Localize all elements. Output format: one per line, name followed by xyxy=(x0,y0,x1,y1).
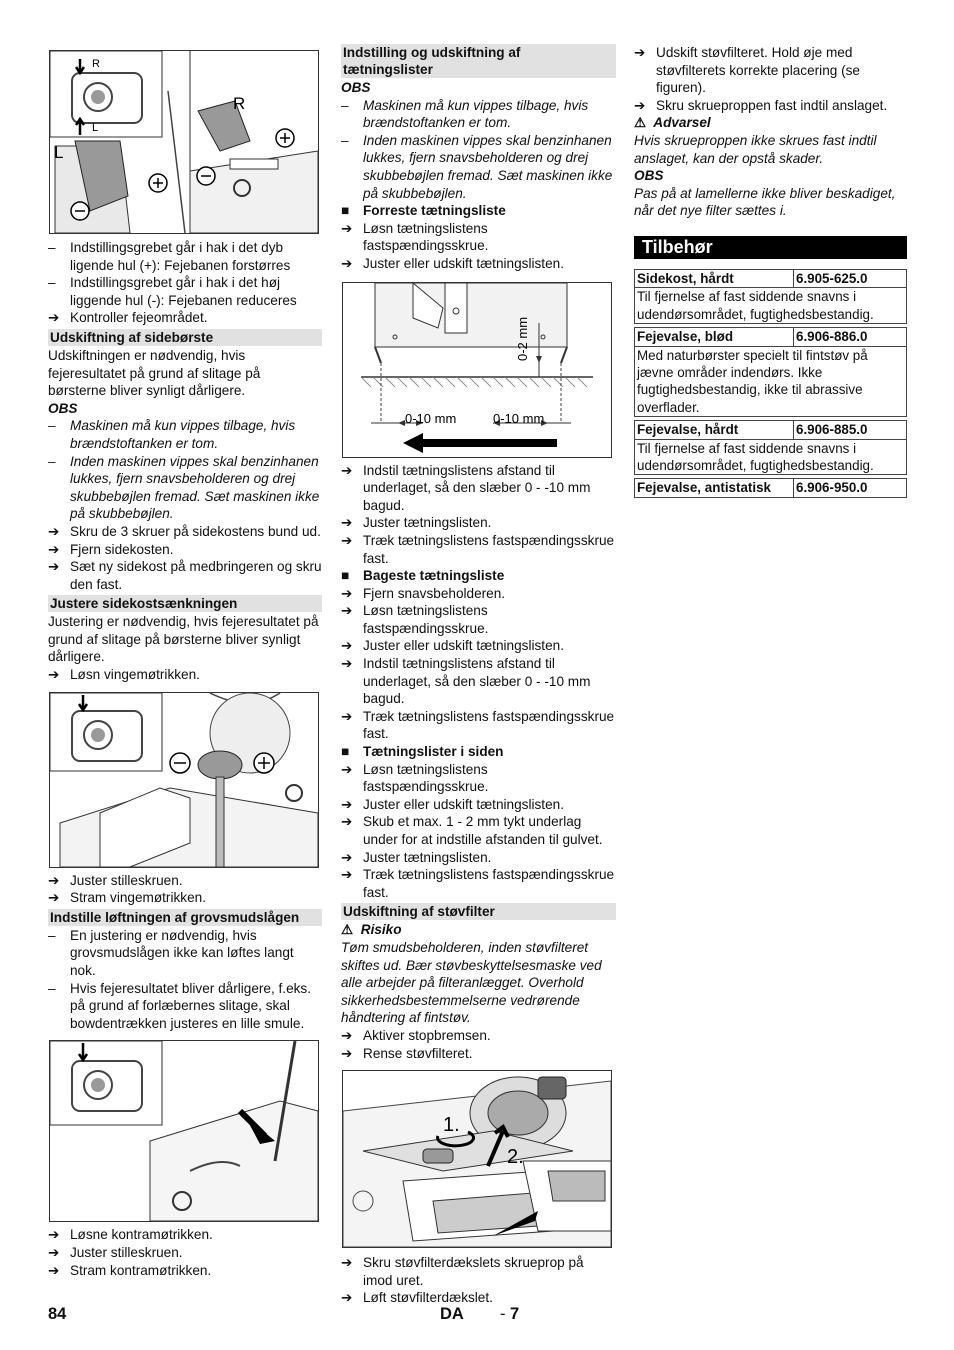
seal-strip-illustration xyxy=(343,283,611,457)
table-row: Til fjernelse af fast siddende snavns i udendørsområdet, fugtighedsbestandig. xyxy=(635,439,907,475)
list-item: ➔ Skru skrueproppen fast indtil anslaget. xyxy=(634,97,888,113)
paragraph: Udskiftningen er nødvendig, hvis fejeresultatet på grund af slitage på børsterne bliver synligt dårligere. xyxy=(48,347,261,399)
column-1 xyxy=(48,44,322,1279)
accessories-heading: Tilbehør xyxy=(634,236,907,259)
label-step-1: 1. xyxy=(443,1114,460,1137)
lever-illustration xyxy=(50,51,318,233)
advarsel-text: Hvis skrueproppen ikke skrues fast indtil anslaget, kan der opstå skader. xyxy=(634,132,877,166)
column-2 xyxy=(341,44,616,1307)
list-item: ➔ Træk tætningslistens fastspændingsskrue fast. xyxy=(341,867,615,900)
list-item: ➔ Fjern sidekosten. xyxy=(48,541,174,557)
subheading-bageste: ■ Bageste tætningsliste xyxy=(341,568,505,584)
subheading-forreste: ■ Forreste tætningsliste xyxy=(341,203,506,219)
list-item: – Inden maskinen vippes skal benzinhanen lukkes, fjern snavsbeholderen og drej skubbebøjlen fremad. Sæt maskinen ikke på skubbebøjlen. xyxy=(341,132,613,201)
list-item: – Hvis fejeresultatet bliver dårligere, f.eks. på grund af forlæbernes slitage, skal bowdentrækken justeres en lille smule. xyxy=(48,980,312,1031)
dust-filter-illustration xyxy=(343,1071,611,1247)
list-item: ➔ Rense støvfilteret. xyxy=(341,1045,473,1061)
list-item: ➔ Sæt ny sidekost på medbringeren og skru den fast. xyxy=(48,559,322,592)
list-item: ➔ Løsne kontramøtrikken. xyxy=(48,1227,213,1243)
label-r-big: R xyxy=(233,94,246,113)
label-l-small: L xyxy=(92,122,99,134)
obs-text: Pas på at lamellerne ikke bliver beskadiget, når det nye filter sættes i. xyxy=(634,185,896,219)
table-row: Til fjernelse af fast siddende snavns i udendørsområdet, fugtighedsbestandig. xyxy=(635,288,907,324)
list-item: ➔ Indstil tætningslistens afstand til underlaget, så den slæber 0 - -10 mm bagud. xyxy=(341,462,591,513)
list-item: ➔ Udskift støvfilteret. Hold øje med støvfilterets korrekte placering (se figuren). xyxy=(634,45,860,96)
section-heading: Indstille løftningen af grovsmudslågen xyxy=(48,909,322,926)
list-item: ➔ Juster eller udskift tætningslisten. xyxy=(341,638,564,654)
list-item: ➔ Skru støvfilterdækslets skrueprop på imod uret. xyxy=(341,1255,584,1288)
figure-sidebrush-lever xyxy=(49,50,319,234)
list-item: ➔ Løsn tætningslistens fastspændingsskrue. xyxy=(341,603,489,636)
list-item: ➔ Træk tætningslistens fastspændingsskrue fast. xyxy=(341,708,615,742)
list-item: ➔ Juster stilleskruen. xyxy=(48,872,183,888)
obs-label: OBS xyxy=(48,400,78,416)
list-item: ➔ Kontroller fejeområdet. xyxy=(48,310,208,326)
table-row: Fejevalse, blød 6.906-886.0 xyxy=(635,328,907,346)
list-item: ➔ Juster eller udskift tætningslisten. xyxy=(341,255,564,271)
advarsel-label: ⚠ Advarsel xyxy=(634,115,711,131)
risiko-text: Tøm smudsbeholderen, inden støvfilteret skiftes ud. Bær støvbeskyttelsesmaske ved alle arbejder på filteranlægget. Overhold sikkerhedsbestemmelserne vedrørende håndtering af fintstøv. xyxy=(341,939,602,1026)
footer-separator: - xyxy=(500,1305,506,1323)
figure-seal-strip xyxy=(342,282,612,458)
paragraph: Justering er nødvendig, hvis fejeresultatet på grund af slitage på børsterne bliver synligt dårligere. xyxy=(48,614,319,665)
language-code: DA xyxy=(440,1305,464,1323)
list-item: – Indstillingsgrebet går i hak i det høj liggende hul (-): Fejebanen reduceres xyxy=(48,275,297,308)
list-item: – Maskinen må kun vippes tilbage, hvis brændstoftanken er tom. xyxy=(48,418,296,451)
table-row: Fejevalse, antistatisk 6.906-950.0 xyxy=(635,479,907,497)
label-right-distance: 0-10 mm xyxy=(493,410,545,426)
list-item: ➔ Løsn vingemøtrikken. xyxy=(48,667,200,683)
list-item: ➔ Træk tætningslistens fastspændingsskrue fast. xyxy=(341,532,615,566)
list-item: – Indstillingsgrebet går i hak i det dyb ligende hul (+): Fejebanen forstørres xyxy=(48,240,291,273)
list-item: ➔ Juster tætningslisten. xyxy=(341,849,492,865)
warning-icon: ⚠ xyxy=(634,115,647,131)
list-item: ➔ Stram vingemøtrikken. xyxy=(48,890,206,906)
list-item: ➔ Løft støvfilterdækslet. xyxy=(341,1290,493,1306)
list-item: ➔ Stram kontramøtrikken. xyxy=(48,1262,212,1278)
label-left-distance: 0-10 mm xyxy=(405,410,457,426)
list-item: ➔ Løsn tætningslistens fastspændingsskrue. xyxy=(341,220,489,254)
label-r-small: R xyxy=(92,58,100,70)
label-gap: 0-2 mm xyxy=(515,316,530,361)
page-number: 84 xyxy=(48,1305,67,1323)
list-item: ➔ Skru de 3 skruer på sidekostens bund ud. xyxy=(48,523,321,539)
sub-page-number: 7 xyxy=(510,1305,520,1323)
obs-label: OBS xyxy=(341,80,371,95)
wing-nut-illustration xyxy=(50,693,318,867)
list-item: ➔ Juster tætningslisten. xyxy=(341,515,492,531)
list-item: ➔ Skub et max. 1 - 2 mm tykt underlag under for at indstille afstanden til gulvet. xyxy=(341,814,603,847)
accessories-table xyxy=(634,269,907,498)
column-3 xyxy=(634,44,907,498)
lever-list xyxy=(48,239,322,327)
list-item: – En justering er nødvendig, hvis grovsmudslågen ikke kan løftes langt nok. xyxy=(48,927,294,979)
list-item: ➔ Juster eller udskift tætningslisten. xyxy=(341,796,564,812)
table-row: Med naturbørster specielt til fintstøv på jævne områder indendørs. Ikke fugtighedsbestandig, ikke til abrassive overflader. xyxy=(635,346,907,417)
figure-wing-nut xyxy=(49,692,319,868)
bowden-illustration xyxy=(50,1041,318,1221)
list-item: ➔ Løsn tætningslistens fastspændingsskrue. xyxy=(341,761,489,795)
list-item: ➔ Indstil tætningslistens afstand til underlaget, så den slæber 0 - -10 mm bagud. xyxy=(341,656,591,707)
subheading-siden: ■ Tætningslister i siden xyxy=(341,744,504,760)
list-item: ➔ Fjern snavsbeholderen. xyxy=(341,585,506,601)
risiko-label: ⚠ Risiko xyxy=(341,922,402,938)
obs-label: OBS xyxy=(634,168,664,184)
list-item: ➔ Juster stilleskruen. xyxy=(48,1245,183,1260)
figure-dust-filter xyxy=(342,1070,612,1248)
label-step-2: 2. xyxy=(507,1146,524,1169)
section-heading: Udskiftning af sidebørste xyxy=(48,329,322,346)
figure-bowden xyxy=(49,1040,319,1222)
list-item: – Maskinen må kun vippes tilbage, hvis brændstoftanken er tom. xyxy=(341,97,589,131)
label-l-big: L xyxy=(54,143,64,162)
list-item: – Inden maskinen vippes skal benzinhanen lukkes, fjern snavsbeholderen og drej skubbebøjlen fremad. Sæt maskinen ikke på skubbebøjlen. xyxy=(48,453,320,522)
section-heading: Udskiftning af støvfilter xyxy=(341,903,616,920)
section-heading: Indstilling og udskiftning af tætningslister xyxy=(341,44,616,78)
table-row: Sidekost, hårdt 6.905-625.0 xyxy=(635,269,907,287)
list-item: ➔ Aktiver stopbremsen. xyxy=(341,1027,491,1043)
section-heading: Justere sidekostsænkningen xyxy=(48,595,322,612)
table-row: Fejevalse, hårdt 6.906-885.0 xyxy=(635,421,907,439)
warning-icon: ⚠ xyxy=(341,922,354,938)
